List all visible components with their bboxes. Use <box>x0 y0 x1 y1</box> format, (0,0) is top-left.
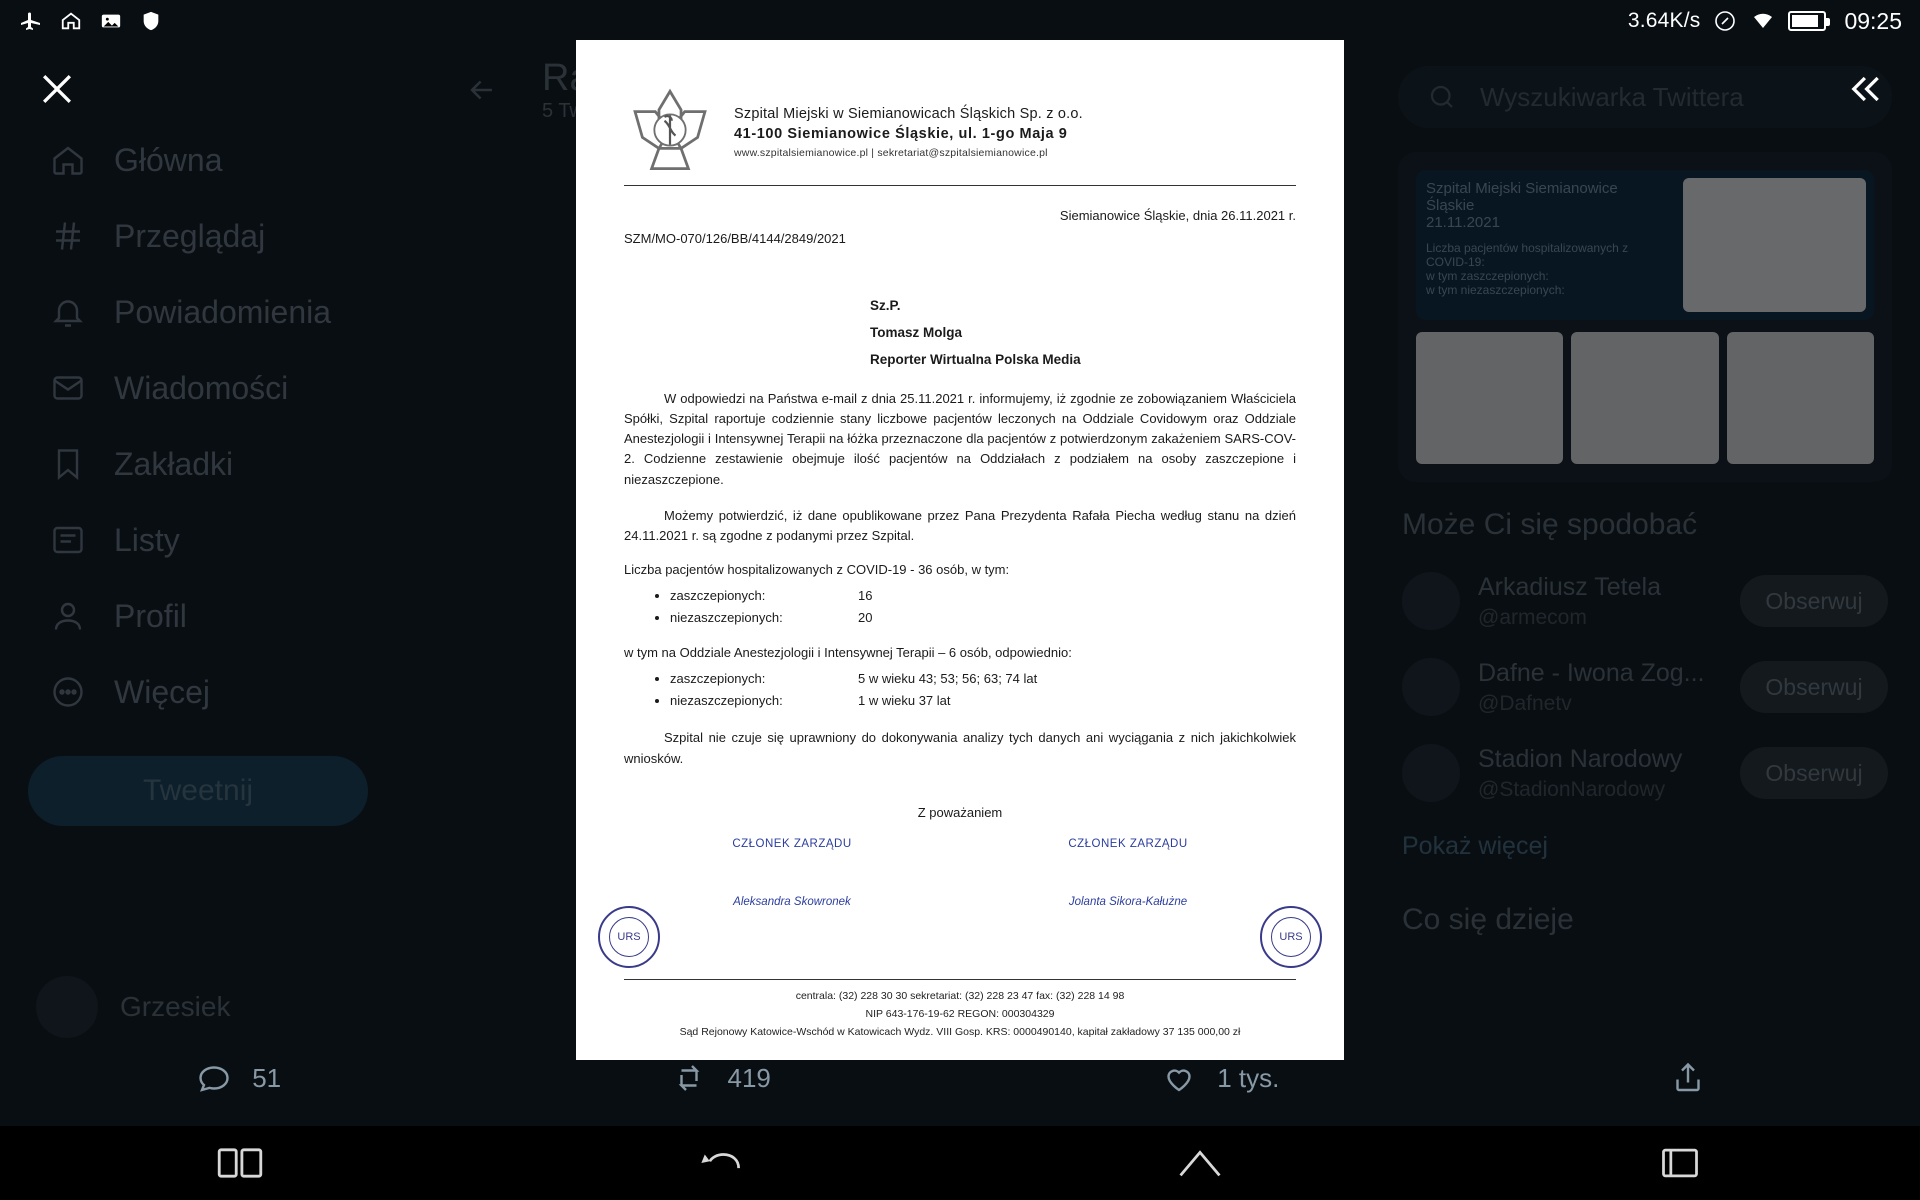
stat-item <box>670 607 1296 629</box>
place-date: Siemianowice Śląskie, dnia 26.11.2021 r. <box>1059 208 1296 223</box>
paragraph-2: Możemy potwierdzić, iż dane opublikowane przez Pana Prezydenta Rafała Piecha według stanu na dzień 24.11.2021 r. są zgodne z podanymi przez Szpital. <box>624 507 1296 543</box>
retweet-count: 419 <box>727 1062 771 1093</box>
footer-line-3: Sąd Rejonowy Katowice-Wschód w Katowicach Wydz. VIII Gosp. KRS: 0000490140, kapitał zakładowy 37 135 000,00 zł <box>679 1026 1241 1039</box>
stat-value: 16 <box>858 587 873 603</box>
letterhead <box>624 70 1296 176</box>
icu-stat-label: zaszczepionych: <box>670 671 766 687</box>
split-screen-icon[interactable] <box>212 1141 268 1185</box>
addressee-line-1: Tomasz Molga <box>870 325 963 340</box>
signatures <box>624 838 1296 948</box>
like-action[interactable] <box>1159 1058 1279 1098</box>
letterhead-line1: Szpital Miejski w Siemianowicach Śląskich Sp. z o.o. <box>734 106 1083 122</box>
stat-item <box>670 585 1296 607</box>
signature-title: CZŁONEK ZARZĄDU <box>1068 837 1188 850</box>
like-count: 1 tys. <box>1217 1062 1280 1093</box>
stat-label: zaszczepionych: <box>670 587 766 603</box>
retweet-action[interactable] <box>669 1058 770 1098</box>
icu-stat-label: niezaszczepionych: <box>670 693 783 709</box>
icu-stat-value: 5 w wieku 43; 53; 56; 63; 74 lat <box>858 671 1038 687</box>
android-nav-bar <box>0 1126 1920 1200</box>
signature-block <box>732 838 851 948</box>
icu-stat-item <box>670 668 1296 690</box>
back-icon[interactable] <box>692 1141 748 1185</box>
share-action[interactable] <box>1668 1058 1726 1098</box>
reply-icon <box>194 1058 234 1098</box>
closing: Z poważaniem <box>917 804 1003 820</box>
star-of-life-icon <box>624 84 716 176</box>
retweet-icon <box>669 1058 709 1098</box>
clock: 09:25 <box>1844 7 1902 34</box>
icu-stat-value: 1 w wieku 37 lat <box>858 693 951 709</box>
addressee <box>870 292 1296 373</box>
reply-action[interactable] <box>194 1058 281 1098</box>
stats-list <box>670 585 1296 629</box>
icu-stats-list <box>670 668 1296 712</box>
close-icon[interactable] <box>30 62 84 116</box>
heart-icon <box>1159 1058 1199 1098</box>
stamp-text: URS <box>1271 917 1311 957</box>
letterhead-line2: 41-100 Siemianowice Śląskie, ul. 1-go Maja 9 <box>734 126 1068 142</box>
footer-line-2: NIP 643-176-19-62 REGON: 000304329 <box>865 1008 1055 1021</box>
letterhead-line3: www.szpitalsiemianowice.pl | sekretariat@szpitalsiemianowice.pl <box>734 147 1048 159</box>
signature-name: Aleksandra Skowronek <box>733 895 851 908</box>
signature-title: CZŁONEK ZARZĄDU <box>732 837 852 850</box>
recents-icon[interactable] <box>1652 1141 1708 1185</box>
document-image[interactable] <box>576 40 1344 1060</box>
icu-stat-item <box>670 690 1296 712</box>
addressee-line-2: Reporter Wirtualna Polska Media <box>870 352 1081 367</box>
home-icon[interactable] <box>1172 1141 1228 1185</box>
addressee-line-0: Sz.P. <box>870 298 901 313</box>
signature-name: Jolanta Sikora-Kałużne <box>1068 895 1188 908</box>
paragraph-1: W odpowiedzi na Państwa e-mail z dnia 25.11.2021 r. informujemy, iż zgodnie ze zobowiązaniem Właściciela Spółki, Szpital raportuje codziennie stany liczbowe pacjentów leczonych na Oddziale Covidowym oraz Oddziale Anestezjologii i Intensywnej Terapii na łóżka przeznaczone dla pacjentów z potwierdzonym zakażeniem SARS-COV-2. Codzienne zestawienie obejmuje ilość pacjentów na Oddziałach z podziałem na osoby zaszczepione i niezaszczepione. <box>624 391 1296 487</box>
network-speed: 3.64K/s <box>1627 9 1701 32</box>
stamp-text: URS <box>609 917 649 957</box>
stat-header: Liczba pacjentów hospitalizowanych z COVID-19 - 36 osób, w tym: <box>624 561 1010 577</box>
reply-count: 51 <box>252 1062 282 1093</box>
stat-value: 20 <box>858 610 873 626</box>
reference-number: SZM/MO-070/126/BB/4144/2849/2021 <box>624 231 846 246</box>
stamp-left <box>598 906 660 968</box>
footer-line-1: centrala: (32) 228 30 30 sekretariat: (32) 228 23 47 fax: (32) 228 14 98 <box>795 990 1125 1003</box>
paragraph-3: Szpital nie czuje się uprawniony do dokonywania analizy tych danych ani wyciągania z nich jakichkolwiek wniosków. <box>624 730 1296 766</box>
tweet-actions <box>0 1030 1920 1126</box>
icu-header: w tym na Oddziale Anestezjologii i Intensywnej Terapii – 6 osób, odpowiednio: <box>624 645 1072 661</box>
share-icon <box>1668 1058 1708 1098</box>
stamp-right <box>1260 906 1322 968</box>
signature-block <box>1068 838 1187 948</box>
chevron-double-left-icon[interactable] <box>1836 62 1890 116</box>
header-divider <box>624 185 1296 186</box>
stat-label: niezaszczepionych: <box>670 610 783 626</box>
